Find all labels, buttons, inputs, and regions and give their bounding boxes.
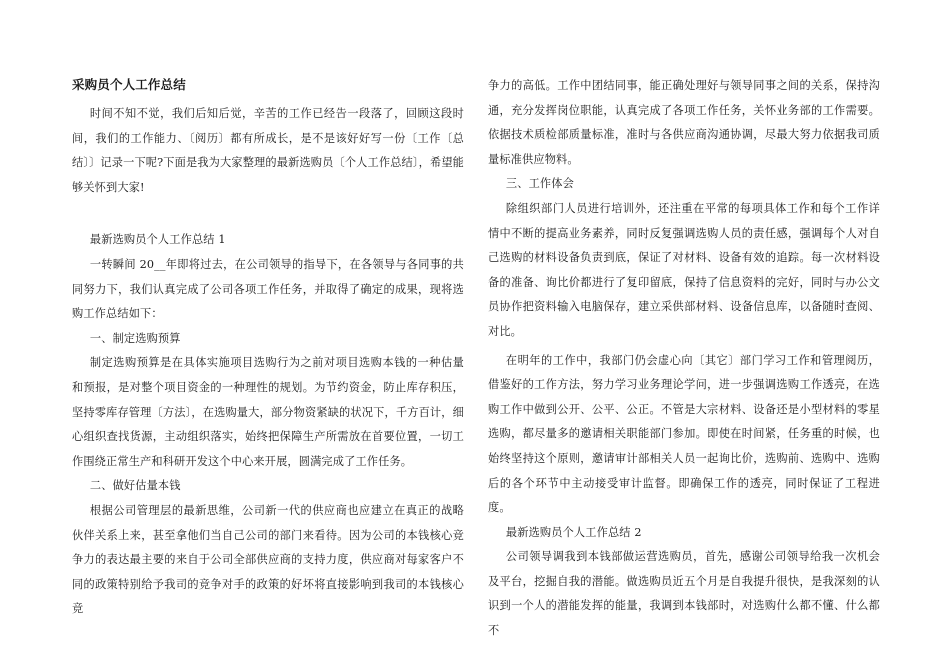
blank-line <box>72 200 464 224</box>
paragraph: 在明年的工作中，我部门仍会虚心向〔其它〕部门学习工作和管理阅历，借鉴好的工作方法，努力学习业务理论学问，进一步强调选购工作透亮，在选购工作中做到公开、公平、公正。不管是大宗材料、设备还是小型材料的零星选购，都尽量多的邀请相关职能部门参加。即使在时间紧，任务重的时候，也始终坚持这个原则，邀请审计部相关人员一起询比价，选购前、选购中、选购后的各个环节中主动接受审计监督。即确保工作的透亮，同时保证了工程进度。 <box>488 353 880 515</box>
section-heading: 一、制定选购预算 <box>89 331 181 345</box>
section-heading: 最新选购员个人工作总结 2 <box>505 525 642 539</box>
paragraph: 根据公司管理层的最新思维，公司新一代的供应商也应建立在真正的战略伙伴关系上来，甚至拿他们当自己公司的部门来看待。因为公司的本钱核心竞争力的表达最主要的来自于公司全部供应商的支持力度，供应商对每家客户不同的政策特别给予我司的竞争对手的政策的好坏将直接影响到我司的本钱核心竞 <box>72 503 464 616</box>
paragraph: 除组织部门人员进行培训外，还注重在平常的每项具体工作和每个工作详情中不断的提高业务素养，同时反复强调选购人员的责任感，强调每个人对自己选购的材料设备负责到底，保证了对材料、设备有效的追踪。每一次材料设备的准备、询比价都进行了复印留底，保持了信息资料的完好，同时与办公文员协作把资料输入电脑保存，建立采供部材料、设备信息库，以备随时查阅、对比。 <box>488 201 880 338</box>
paragraph-continued: 争力的高低。工作中团结同事，能正确处理好与领导同事之间的关系，保持沟通，充分发挥岗位职能，认真完成了各项工作任务，关怀业务部的工作需要。依据技术质检部质量标准，准时与各供应商沟通协调，尽最大努力依据我司质量标准供应物料。 <box>488 79 880 166</box>
right-column <box>488 74 880 644</box>
intro-paragraph: 时间不知不觉，我们后知后觉，辛苦的工作已经告一段落了，回顾这段时间，我们的工作能力、〔阅历〕都有所成长，是不是该好好写一份〔工作〔总结〕〕记录一下呢?下面是我为大家整理的最新选购员〔个人工作总结〕，希望能够关怀到大家! <box>72 107 464 194</box>
section-heading: 最新选购员个人工作总结 1 <box>89 233 226 247</box>
paragraph: 制定选购预算是在具体实施项目选购行为之前对项目选购本钱的一种估量和预报，是对整个项目资金的一种理性的规划。为节约资金，防止库存积压，坚持零库存管理〔方法〕，在选购量大，部分物资紧缺的状况下，千方百计，细心组织查找货源，主动组织落实，始终把保障生产所需放在首要位置，一切工作围绕正常生产和科研开发这个中心来开展，圆满完成了工作任务。 <box>72 356 464 468</box>
document-title: 采购员个人工作总结 <box>72 77 186 92</box>
section-heading: 三、工作体会 <box>505 177 574 191</box>
section-heading: 二、做好估量本钱 <box>89 479 181 493</box>
left-column <box>72 74 464 622</box>
paragraph: 公司领导调我到本钱部做运营选购员，首先，感谢公司领导给我一次机会及平台，挖掘自我的潜能。做选购员近五个月是自我提升很快，是我深刻的认识到一个人的潜能发挥的能量，我调到本钱部时，对选购什么都不懂、什么都不 <box>488 550 880 638</box>
paragraph: 一转瞬间 20__年即将过去，在公司领导的指导下，在各领导与各同事的共同努力下，我们认真完成了公司各项工作任务，并取得了确定的成果，现将选购工作总结如下： <box>72 257 464 321</box>
